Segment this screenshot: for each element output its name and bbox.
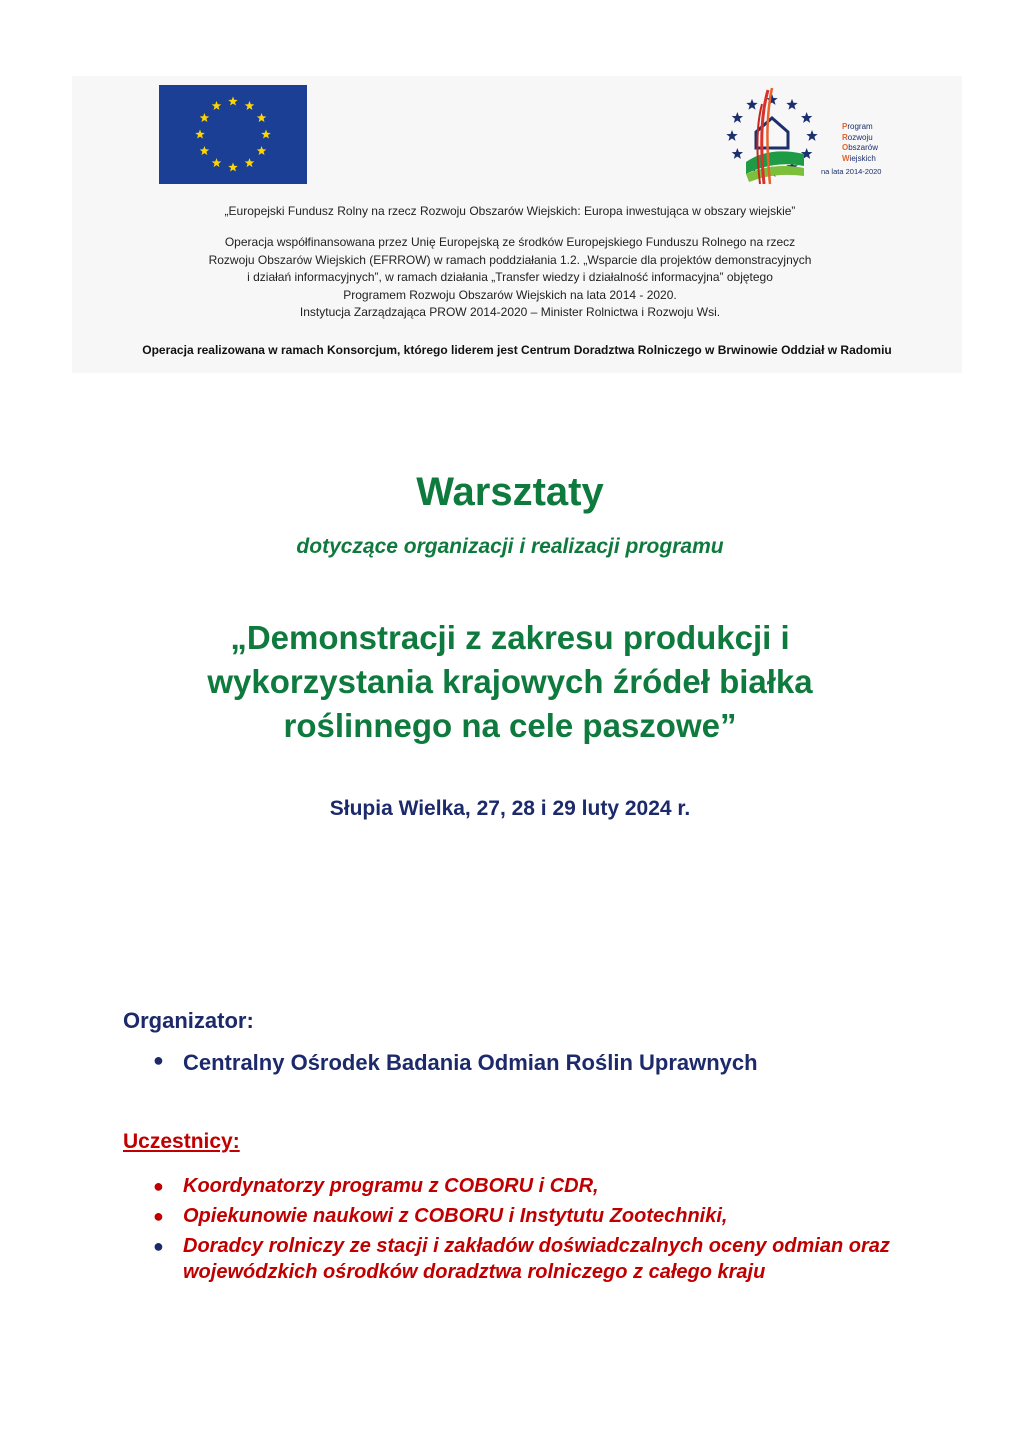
bullet-icon: ● [153,1206,164,1226]
bullet-icon: ● [153,1236,164,1256]
prow-star-icon [726,130,737,141]
organizer-list [150,1050,758,1076]
prow-logo-years: na lata 2014-2020 [821,167,882,176]
list-item: ● Opiekunowie naukowi z COBORU i Instytutu Zootechniki, [153,1205,728,1227]
operation-line: Operacja współfinansowana przez Unię Europejską ze środków Europejskiego Funduszu Rolnego na rzecz [224,235,796,249]
fund-line: „Europejski Fundusz Rolny na rzecz Rozwoju Obszarów Wiejskich: Europa inwestująca w obszary wiejskie” [224,204,796,218]
prow-star-icon [732,148,743,159]
operation-line: Instytucja Zarządzająca PROW 2014-2020 – Minister Rolnictwa i Rozwoju Wsi. [299,305,721,319]
program-name-line: „Demonstracji z zakresu produkcji i [230,619,790,656]
prow-star-icon [801,112,812,123]
list-item: ● Doradcy rolniczy ze stacji i zakładów doświadczalnych oceny odmian oraz wojewódzkich ośrodków doradztwa rolniczego z całego kraju [153,1235,890,1283]
operation-line: i działań informacyjnych”, w ramach działania „Transfer wiedzy i działalność informacyjna” objętego [247,270,773,284]
consortium-line: Operacja realizowana w ramach Konsorcjum, którego liderem jest Centrum Doradztwa Rolniczego w Brwinowie Oddział w Radomiu [142,343,892,357]
prow-logo-text: Program Rozwoju Obszarów Wiejskich [842,122,879,163]
prow-star-icon [806,130,817,141]
program-name-line: wykorzystania krajowych źródeł białka [207,663,813,700]
page-title: Warsztaty [416,470,604,514]
list-item: ● Koordynatorzy programu z COBORU i CDR, [153,1175,599,1197]
participants-list [150,1173,910,1285]
operation-line: Programem Rozwoju Obszarów Wiejskich na lata 2014 - 2020. [343,287,677,302]
program-name-line: roślinnego na cele paszowe” [283,707,737,744]
operation-line: Rozwoju Obszarów Wiejskich (EFRROW) w ramach poddziałania 1.2. „Wsparcie dla projektów demonstracyjnych [208,252,812,267]
operation-text [150,234,870,322]
bullet-icon: ● [153,1050,164,1070]
place-date: Słupia Wielka, 27, 28 i 29 luty 2024 r. [329,797,691,820]
program-name [100,616,920,748]
list-item: ● Centralny Ośrodek Badania Odmian Roślin Uprawnych [153,1050,758,1075]
prow-star-icon [732,112,743,123]
prow-star-icon [786,99,797,110]
organizer-heading: Organizator: [123,1008,254,1033]
eu-flag-icon [159,85,307,184]
bullet-icon: ● [153,1176,164,1196]
participants-heading: Uczestnicy: [123,1130,240,1153]
page-subtitle: dotyczące organizacji i realizacji programu [296,535,724,558]
prow-star-icon [746,99,757,110]
